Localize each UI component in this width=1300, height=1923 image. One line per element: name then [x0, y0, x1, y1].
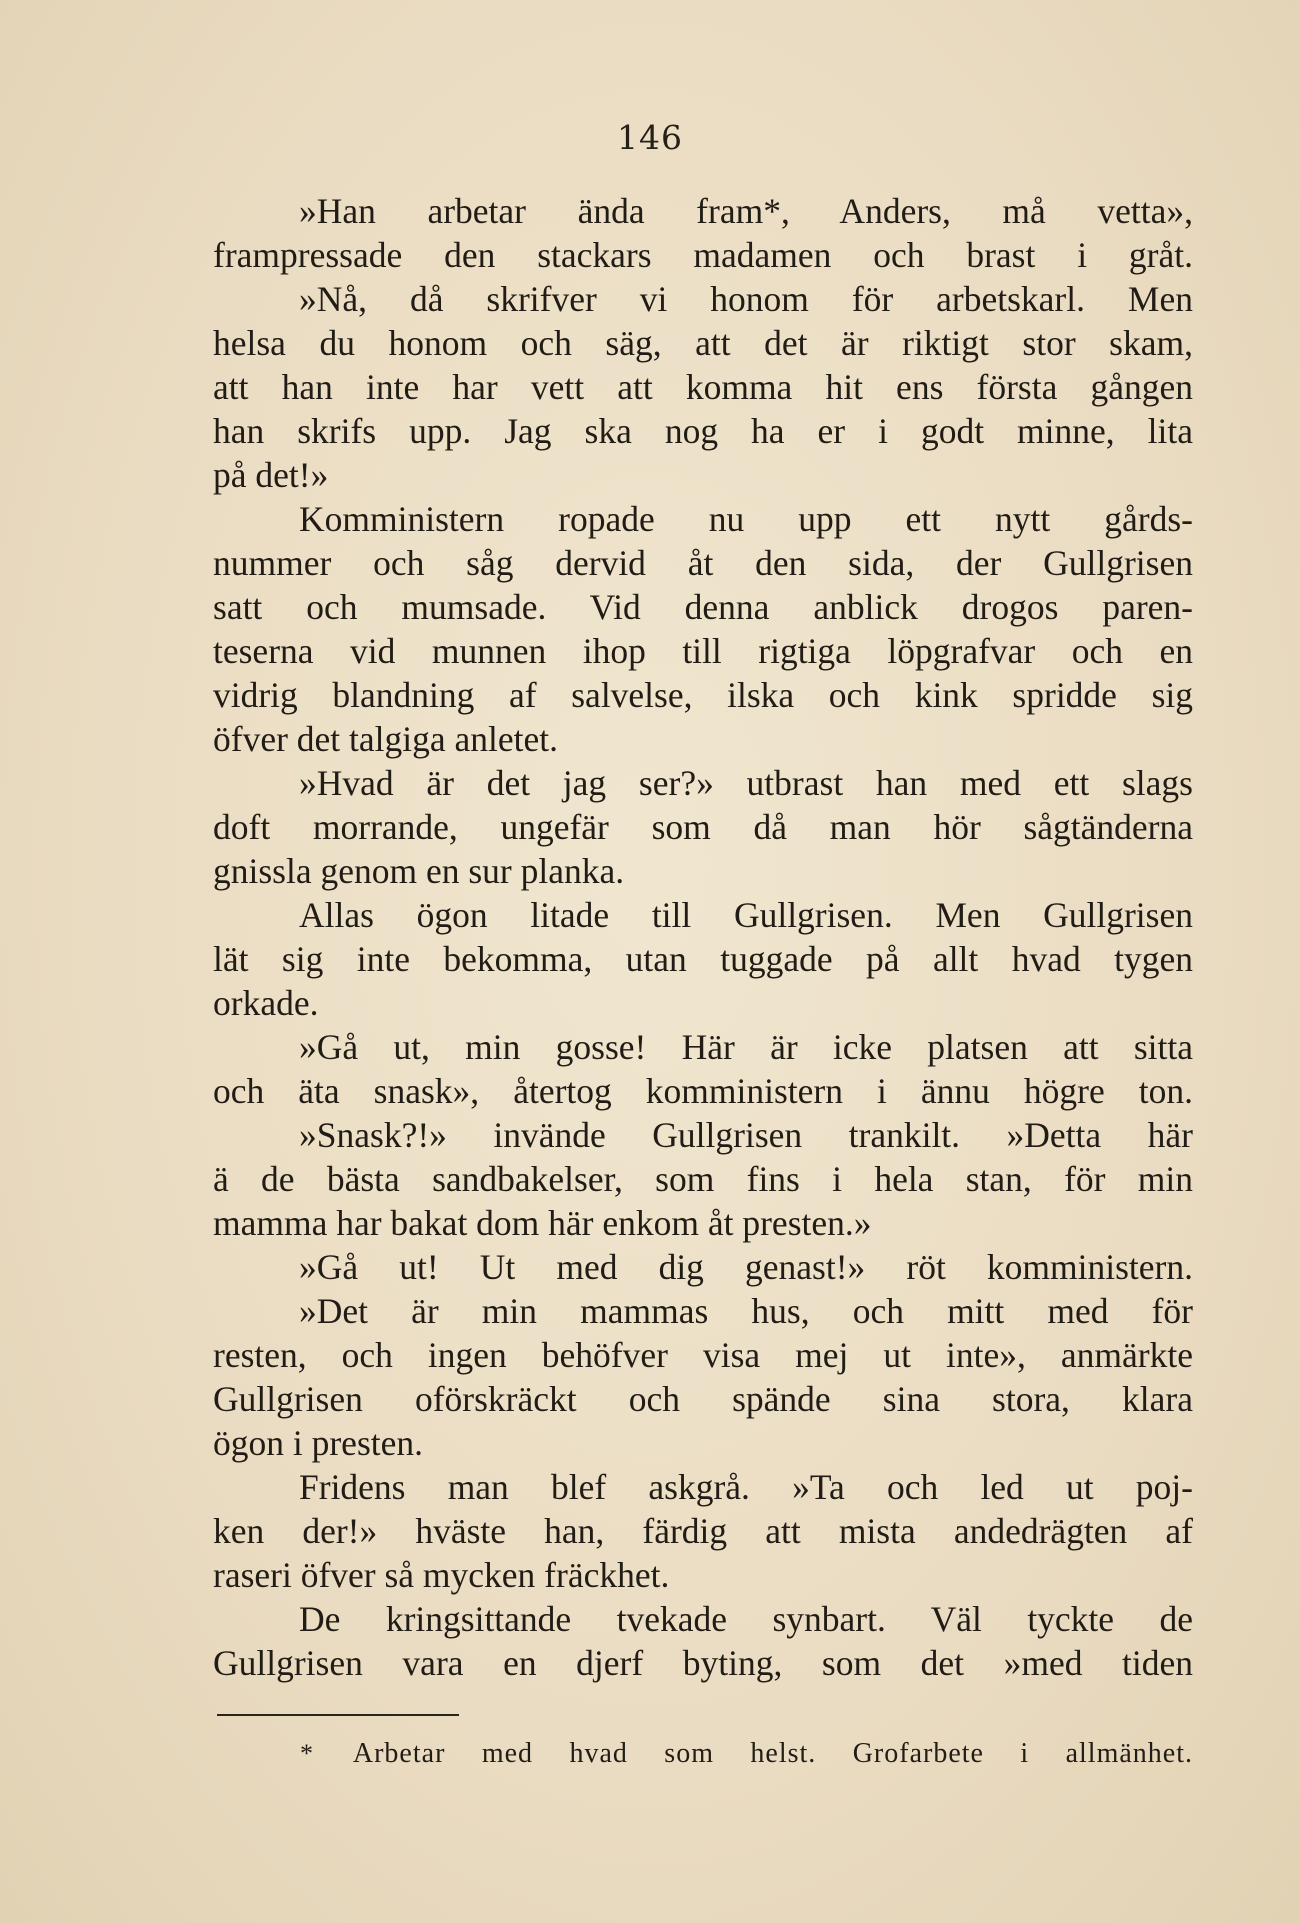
text-line: »Det är min mammas hus, och mitt med för [299, 1291, 1193, 1331]
text-line: och äta snask», återtog komministern i ännu högre ton. [213, 1071, 1193, 1111]
text-line: vidrig blandning af salvelse, ilska och kink spridde sig [213, 675, 1193, 715]
text-line: »Snask?!» invände Gullgrisen trankilt. »Detta här [299, 1115, 1193, 1155]
text-line: nummer och såg dervid åt den sida, der Gullgrisen [213, 543, 1193, 583]
text-line: ögon i presten. [213, 1423, 424, 1463]
footnote-text: Arbetar med hvad som helst. Grofarbete i allmänhet. [352, 1738, 1193, 1769]
text-line: öfver det talgiga anletet. [213, 719, 558, 759]
text-line: på det!» [213, 455, 329, 495]
text-line: att han inte har vett att komma hit ens första gången [213, 367, 1193, 407]
text-line: ä de bästa sandbakelser, som fins i hela stan, för min [213, 1159, 1193, 1199]
text-line: »Gå ut, min gosse! Här är icke platsen att sitta [299, 1027, 1193, 1067]
footnote-marker: * [300, 1739, 314, 1768]
text-line: gnissla genom en sur planka. [213, 851, 625, 891]
text-line: Gullgrisen oförskräckt och spände sina stora, klara [213, 1379, 1193, 1419]
text-line: »Nå, då skrifver vi honom för arbetskarl. Men [299, 279, 1193, 319]
text-line: lät sig inte bekomma, utan tuggade på allt hvad tygen [213, 939, 1193, 979]
text-line: »Hvad är det jag ser?» utbrast han med ett slags [299, 763, 1193, 803]
text-line: resten, och ingen behöfver visa mej ut inte», anmärkte [213, 1335, 1193, 1375]
text-line: helsa du honom och säg, att det är riktigt stor skam, [213, 323, 1193, 363]
text-line: De kringsittande tvekade synbart. Väl tyckte de [299, 1599, 1193, 1639]
text-line: Komministern ropade nu upp ett nytt gårds- [299, 499, 1193, 539]
text-line: teserna vid munnen ihop till rigtiga löpgrafvar och en [213, 631, 1193, 671]
text-line: satt och mumsade. Vid denna anblick drogos paren- [213, 587, 1193, 627]
footnote-divider [217, 1714, 459, 1716]
text-line: frampressade den stackars madamen och brast i gråt. [213, 235, 1193, 275]
text-line: »Han arbetar ända fram*, Anders, må vetta», [299, 191, 1193, 231]
text-line: Gullgrisen vara en djerf byting, som det »med tiden [213, 1643, 1193, 1683]
text-line: Allas ögon litade till Gullgrisen. Men Gullgrisen [299, 895, 1193, 935]
text-line: orkade. [213, 983, 319, 1023]
text-line: mamma har bakat dom här enkom åt presten.» [213, 1203, 872, 1243]
page-number: 146 [617, 118, 683, 157]
text-line: han skrifs upp. Jag ska nog ha er i godt minne, lita [213, 411, 1193, 451]
text-line: ken der!» hväste han, färdig att mista andedrägten af [213, 1511, 1193, 1551]
text-line: Fridens man blef askgrå. »Ta och led ut poj- [299, 1467, 1193, 1507]
text-line: raseri öfver så mycken fräckhet. [213, 1555, 670, 1595]
footnote [300, 1734, 1193, 1774]
text-line: doft morrande, ungefär som då man hör sågtänderna [213, 807, 1193, 847]
text-line: »Gå ut! Ut med dig genast!» röt komministern. [299, 1247, 1193, 1287]
